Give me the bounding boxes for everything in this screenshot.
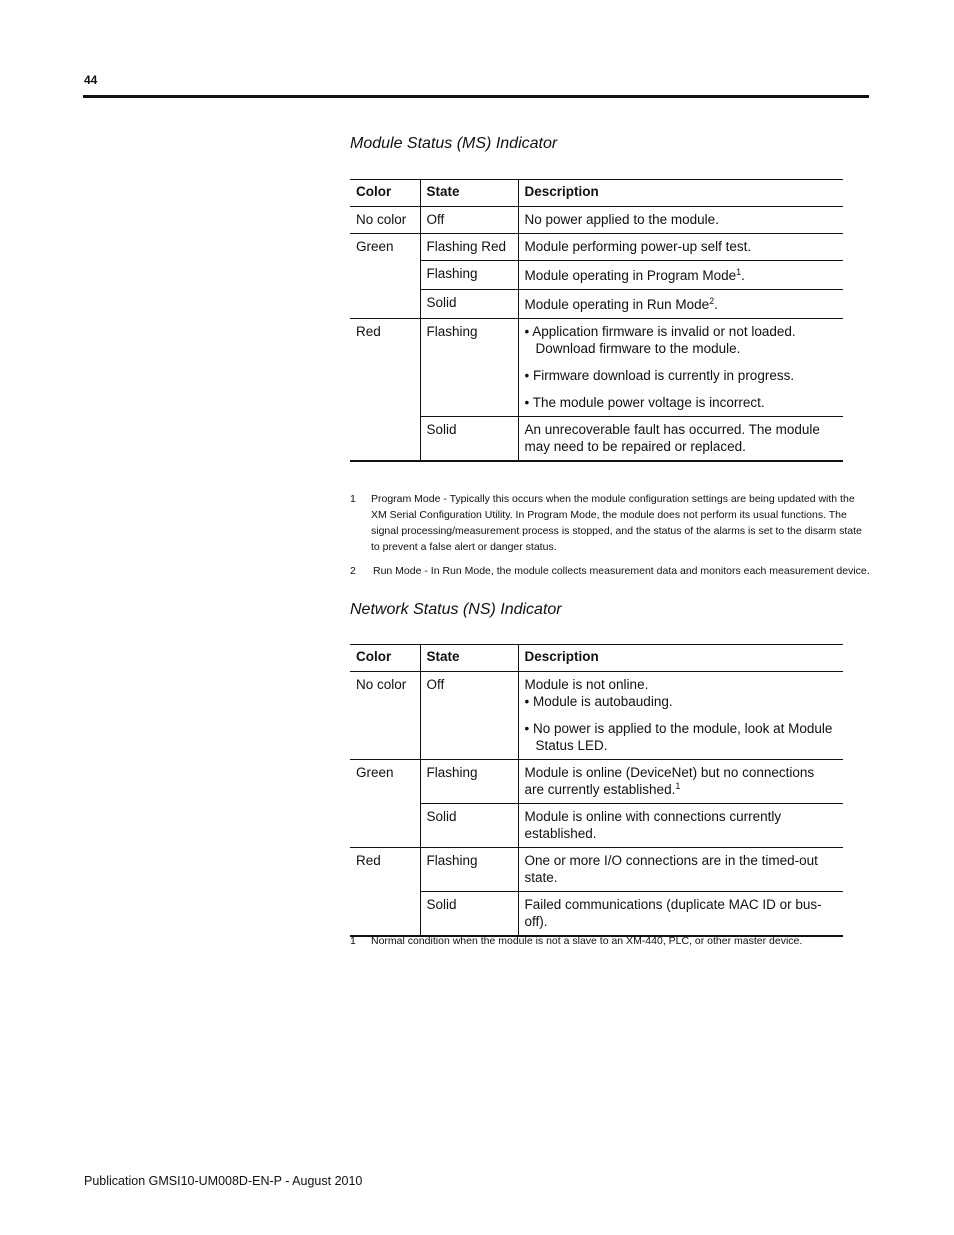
header-rule	[83, 95, 869, 98]
cell-state: Off	[420, 672, 518, 760]
cell-description: One or more I/O connections are in the timed-out state.	[518, 848, 843, 892]
table-row	[350, 804, 843, 848]
table-header-row	[350, 180, 843, 207]
bullet-item: • No power is applied to the module, look at Module Status LED.	[524, 721, 833, 753]
footnote	[350, 491, 870, 555]
cell-state: Flashing	[420, 261, 518, 290]
description-text: Module operating in Run Mode	[524, 297, 710, 312]
table-row	[350, 290, 843, 319]
column-header-description: Description	[518, 645, 843, 672]
footnote-text: Run Mode - In Run Mode, the module collects measurement data and monitors each measurement device.	[373, 565, 870, 577]
cell-state: Solid	[420, 892, 518, 937]
footnote	[350, 933, 870, 949]
description-text: Module is online (DeviceNet) but no connections are currently established.	[524, 765, 815, 797]
cell-state: Flashing	[420, 319, 518, 417]
cell-color: No color	[350, 207, 420, 234]
table-row	[350, 672, 843, 760]
network-status-table	[350, 644, 843, 937]
column-header-description: Description	[518, 180, 843, 207]
footnote-text: Normal condition when the module is not a slave to an XM-440, PLC, or other master device.	[371, 935, 803, 947]
cell-color-empty	[350, 261, 420, 290]
cell-state: Flashing Red	[420, 234, 518, 261]
cell-color-empty	[350, 804, 420, 848]
cell-color: Red	[356, 853, 381, 868]
footnote-text: Program Mode - Typically this occurs when the module configuration settings are being updated with the XM Serial Configuration Utility. In Program Mode, the module does not perform its usual functions. The signal processing/measurement process is stopped, and the status of the alarms is set to the disarm state to prevent a false alert or danger status.	[371, 493, 862, 553]
bullet-item: • Module is autobauding.	[524, 694, 673, 709]
footnote-ref: 1	[675, 781, 681, 791]
column-header-color: Color	[350, 645, 420, 672]
cell-color: Green	[356, 765, 394, 780]
cell-state: Solid	[420, 804, 518, 848]
cell-description: Failed communications (duplicate MAC ID or bus-off).	[518, 892, 843, 937]
footnote-ref: 1	[736, 267, 742, 277]
cell-color-empty	[350, 892, 420, 937]
cell-description: No power applied to the module.	[518, 207, 843, 234]
description-text: Module operating in Program Mode	[524, 268, 737, 283]
footnote-number: 1	[350, 493, 356, 505]
table-row	[350, 319, 843, 417]
cell-color: No color	[350, 672, 420, 760]
footnote-ref: 2	[709, 296, 715, 306]
description-text: Module is not online.	[524, 677, 649, 692]
cell-color: Red	[356, 324, 381, 339]
cell-state: Flashing	[420, 760, 518, 804]
cell-state: Off	[420, 207, 518, 234]
bullet-item: • Application firmware is invalid or not loaded. Download firmware to the module.	[524, 324, 796, 356]
cell-state: Solid	[420, 417, 518, 462]
module-status-table	[350, 179, 843, 462]
column-header-state: State	[420, 180, 518, 207]
column-header-color: Color	[350, 180, 420, 207]
cell-state: Solid	[420, 290, 518, 319]
table-row	[350, 848, 843, 892]
ms-table-caption: Module Status (MS) Indicator	[350, 135, 558, 152]
column-header-state: State	[420, 645, 518, 672]
table-row	[350, 417, 843, 462]
table-row	[350, 261, 843, 290]
table-row	[350, 760, 843, 804]
cell-description: Module is online with connections currently established.	[518, 804, 843, 848]
cell-description: Module performing power-up self test.	[518, 234, 843, 261]
footnote	[350, 563, 870, 579]
cell-state: Flashing	[420, 848, 518, 892]
cell-color-empty	[350, 290, 420, 319]
cell-description	[518, 760, 843, 804]
cell-description	[518, 672, 843, 760]
cell-description: An unrecoverable fault has occurred. The module may need to be repaired or replaced.	[518, 417, 843, 462]
cell-color-empty	[350, 417, 420, 462]
cell-description: Module operating in Run Mode$^2$.	[518, 290, 843, 319]
ns-table-caption: Network Status (NS) Indicator	[350, 601, 562, 618]
publication-footer: Publication GMSI10-UM008D-EN-P - August 2010	[84, 1174, 363, 1188]
table-header-row	[350, 645, 843, 672]
bullet-item: • The module power voltage is incorrect.	[524, 395, 765, 410]
table-row	[350, 234, 843, 261]
cell-description	[518, 319, 843, 417]
footnote-number: 2	[350, 565, 356, 577]
cell-description: Module operating in Program Mode$^1$.	[518, 261, 843, 290]
cell-color: Green	[356, 239, 394, 254]
page-number: 44	[84, 73, 98, 87]
bullet-item: • Firmware download is currently in progress.	[524, 368, 795, 383]
table-row	[350, 207, 843, 234]
table-row	[350, 892, 843, 937]
footnote-number: 1	[350, 935, 356, 947]
